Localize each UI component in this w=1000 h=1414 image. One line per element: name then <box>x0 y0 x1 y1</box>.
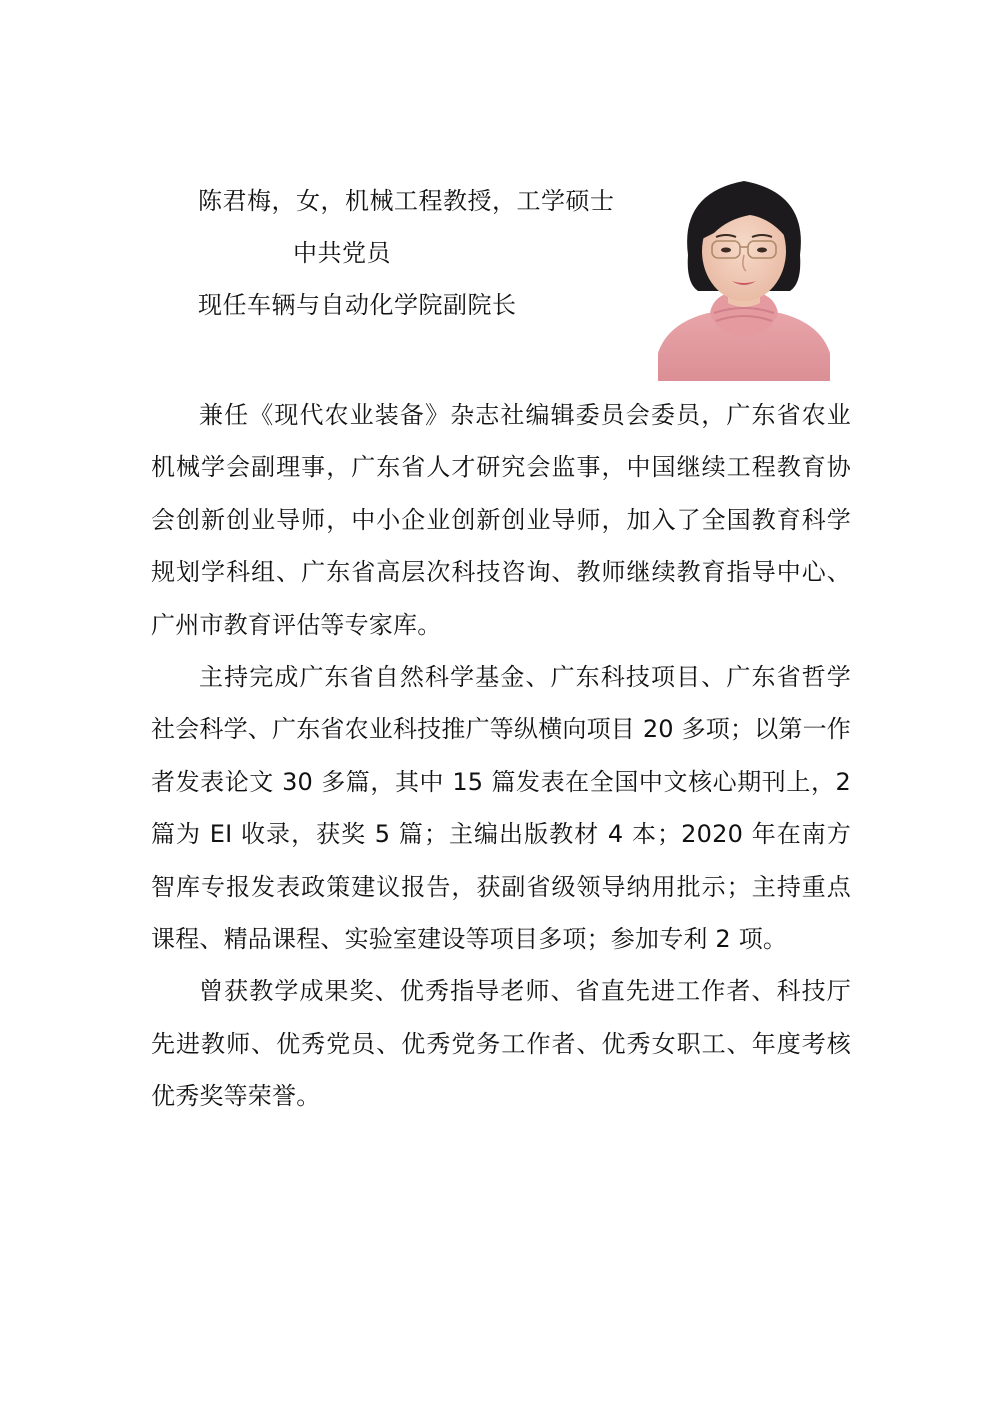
portrait-illustration <box>658 163 830 381</box>
portrait-photo <box>658 163 830 381</box>
party-membership-line: 中共党员 <box>293 239 391 267</box>
paragraph-affiliations: 兼任《现代农业装备》杂志社编辑委员会委员，广东省农业机械学会副理事，广东省人才研究会监事，中国继续工程教育协会创新创业导师，中小企业创新创业导师，加入了全国教育科学规划学科组、广东省高层次科技咨询、教师继续教育指导中心、广州市教育评估等专家库。 <box>151 401 851 639</box>
current-position-line: 现任车辆与自动化学院副院长 <box>198 291 517 319</box>
paragraph-honors: 曾获教学成果奖、优秀指导老师、省直先进工作者、科技厅先进教师、优秀党员、优秀党务工作者、优秀女职工、年度考核优秀奖等荣誉。 <box>151 977 851 1111</box>
paragraph-research: 主持完成广东省自然科学基金、广东科技项目、广东省哲学社会科学、广东省农业科技推广等纵横向项目 20 多项；以第一作者发表论文 30 多篇，其中 15 篇发表在全国中文核心期刊上，2 篇为 EI 收录，获奖 5 篇；主编出版教材 4 本；2020 年在南方智库专报发表政策建议报告，获副省级领导纳用批示；主持重点课程、精品课程、实验室建设等项目多项；参加专利 2 项。 <box>151 663 851 954</box>
name-title-line: 陈君梅，女，机械工程教授，工学硕士 <box>198 187 615 215</box>
biography-body <box>151 389 851 1123</box>
